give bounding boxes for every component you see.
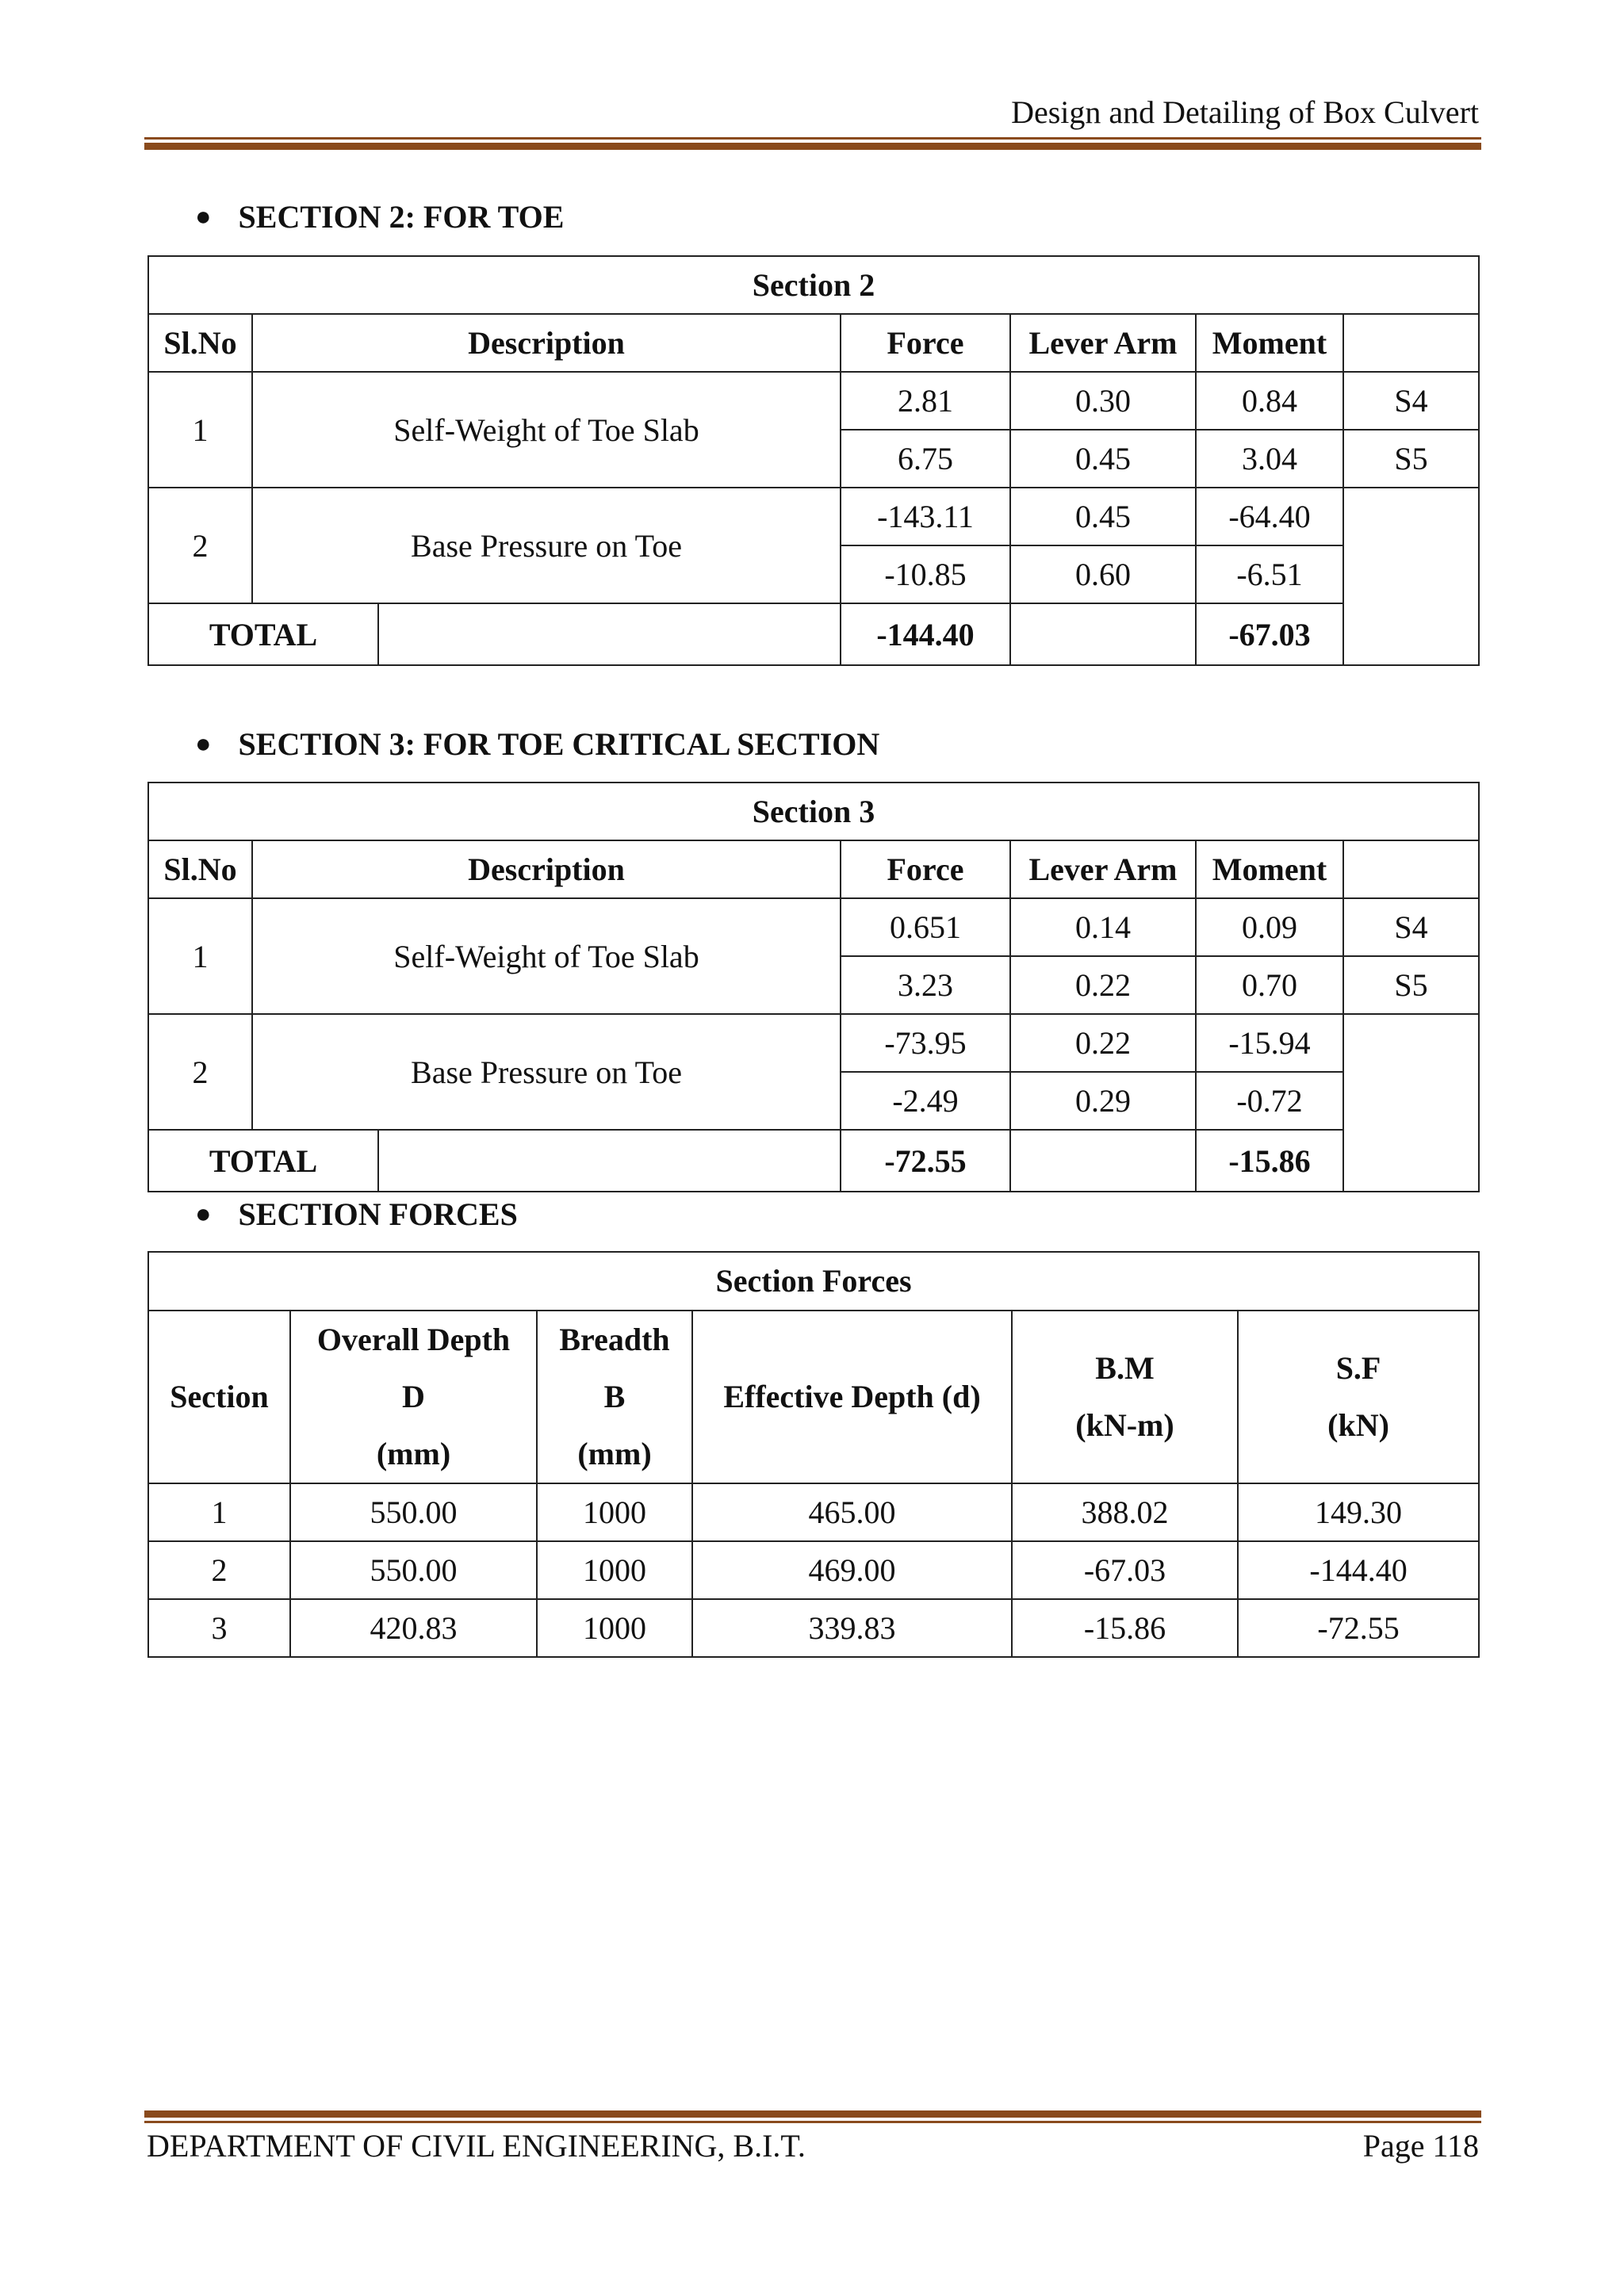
col-header: Description (252, 840, 841, 898)
col-header: Sl.No (148, 314, 252, 372)
cell-tag: S5 (1343, 956, 1479, 1014)
section2-heading-text: SECTION 2: FOR TOE (238, 199, 565, 235)
header-rule (144, 137, 1481, 150)
cell-sf: -144.40 (1238, 1541, 1479, 1599)
cell-section: 3 (148, 1599, 290, 1657)
total-moment: -15.86 (1196, 1130, 1343, 1192)
cell-blank (1343, 1014, 1479, 1192)
total-row (148, 1130, 1479, 1192)
cell-moment: -15.94 (1196, 1014, 1343, 1072)
col-header-line: (kN-m) (1075, 1407, 1174, 1443)
col-header-blank (1343, 314, 1479, 372)
cell-effective-depth: 465.00 (692, 1483, 1012, 1541)
cell-effective-depth: 339.83 (692, 1599, 1012, 1657)
section2-heading (197, 198, 564, 235)
cell-sf: -72.55 (1238, 1599, 1479, 1657)
cell-lever: 0.45 (1010, 430, 1196, 488)
col-header-bm (1012, 1311, 1238, 1483)
cell-slno: 1 (148, 372, 252, 488)
cell-moment: -6.51 (1196, 545, 1343, 603)
header-title: Design and Detailing of Box Culvert (1011, 94, 1479, 130)
col-header-sf (1238, 1311, 1479, 1483)
cell-bm: -67.03 (1012, 1541, 1238, 1599)
cell-depth: 550.00 (290, 1541, 537, 1599)
cell-lever: 0.29 (1010, 1072, 1196, 1130)
col-header: Lever Arm (1010, 314, 1196, 372)
cell-blank (378, 603, 841, 665)
table-title: Section Forces (148, 1252, 1479, 1311)
cell-lever: 0.22 (1010, 956, 1196, 1014)
section3-table (147, 782, 1480, 1192)
cell-breadth: 1000 (537, 1599, 692, 1657)
col-header-blank (1343, 840, 1479, 898)
cell-moment: -0.72 (1196, 1072, 1343, 1130)
cell-blank (1343, 488, 1479, 665)
col-header-line: D (402, 1379, 425, 1414)
cell-moment: 0.84 (1196, 372, 1343, 430)
bullet-icon: ● (195, 201, 212, 232)
col-header-line: (mm) (376, 1436, 451, 1471)
cell-force: -143.11 (841, 488, 1010, 545)
cell-force: -73.95 (841, 1014, 1010, 1072)
cell-depth: 420.83 (290, 1599, 537, 1657)
col-header-line: Breadth (559, 1322, 670, 1357)
cell-force: 6.75 (841, 430, 1010, 488)
col-header: Sl.No (148, 840, 252, 898)
col-header-line: B (603, 1379, 626, 1414)
table-header-row (148, 1311, 1479, 1483)
table-row (148, 898, 1479, 956)
cell-tag: S5 (1343, 430, 1479, 488)
table-row (148, 1014, 1479, 1072)
cell-effective-depth: 469.00 (692, 1541, 1012, 1599)
total-row (148, 603, 1479, 665)
cell-blank (1010, 1130, 1196, 1192)
cell-moment: 0.09 (1196, 898, 1343, 956)
cell-description: Self-Weight of Toe Slab (252, 898, 841, 1014)
cell-lever: 0.45 (1010, 488, 1196, 545)
cell-section: 1 (148, 1483, 290, 1541)
col-header-depth (290, 1311, 537, 1483)
cell-depth: 550.00 (290, 1483, 537, 1541)
cell-blank (1010, 603, 1196, 665)
table-title-row (148, 256, 1479, 314)
table-row (148, 1483, 1479, 1541)
bullet-icon: ● (195, 729, 212, 759)
section3-heading-text: SECTION 3: FOR TOE CRITICAL SECTION (238, 726, 880, 762)
cell-force: -10.85 (841, 545, 1010, 603)
footer-department: DEPARTMENT OF CIVIL ENGINEERING, B.I.T. (147, 2128, 806, 2164)
cell-breadth: 1000 (537, 1483, 692, 1541)
col-header-section: Section (148, 1311, 290, 1483)
col-header-breadth (537, 1311, 692, 1483)
cell-lever: 0.22 (1010, 1014, 1196, 1072)
cell-moment: 0.70 (1196, 956, 1343, 1014)
col-header-line: S.F (1335, 1350, 1381, 1386)
table-header-row (148, 314, 1479, 372)
footer-rule (144, 2110, 1481, 2123)
cell-moment: -64.40 (1196, 488, 1343, 545)
footer-page-number: Page 118 (1362, 2128, 1479, 2164)
table-row (148, 1541, 1479, 1599)
col-header-line: Overall Depth (316, 1322, 511, 1357)
cell-description: Self-Weight of Toe Slab (252, 372, 841, 488)
col-header-line: (mm) (577, 1436, 652, 1471)
table-title-row (148, 1252, 1479, 1311)
cell-lever: 0.30 (1010, 372, 1196, 430)
col-header: Force (841, 840, 1010, 898)
cell-slno: 2 (148, 1014, 252, 1130)
bullet-icon: ● (195, 1199, 212, 1229)
table-row (148, 488, 1479, 545)
col-header: Description (252, 314, 841, 372)
cell-slno: 2 (148, 488, 252, 603)
cell-force: 0.651 (841, 898, 1010, 956)
cell-force: -2.49 (841, 1072, 1010, 1130)
col-header: Lever Arm (1010, 840, 1196, 898)
forces-heading (197, 1196, 518, 1233)
cell-tag: S4 (1343, 898, 1479, 956)
cell-bm: 388.02 (1012, 1483, 1238, 1541)
cell-lever: 0.14 (1010, 898, 1196, 956)
section3-heading (197, 725, 879, 763)
total-moment: -67.03 (1196, 603, 1343, 665)
total-label: TOTAL (148, 603, 378, 665)
table-title: Section 3 (148, 783, 1479, 840)
cell-lever: 0.60 (1010, 545, 1196, 603)
table-row (148, 372, 1479, 430)
col-header-line: B.M (1095, 1350, 1155, 1386)
cell-force: 3.23 (841, 956, 1010, 1014)
total-label: TOTAL (148, 1130, 378, 1192)
total-force: -72.55 (841, 1130, 1010, 1192)
col-header: Moment (1196, 840, 1343, 898)
cell-tag: S4 (1343, 372, 1479, 430)
col-header-line: (kN) (1327, 1407, 1389, 1443)
cell-breadth: 1000 (537, 1541, 692, 1599)
table-row (148, 1599, 1479, 1657)
col-header: Force (841, 314, 1010, 372)
total-force: -144.40 (841, 603, 1010, 665)
cell-sf: 149.30 (1238, 1483, 1479, 1541)
col-header: Moment (1196, 314, 1343, 372)
cell-moment: 3.04 (1196, 430, 1343, 488)
cell-description: Base Pressure on Toe (252, 1014, 841, 1130)
cell-slno: 1 (148, 898, 252, 1014)
cell-section: 2 (148, 1541, 290, 1599)
section2-table (147, 255, 1480, 666)
col-header-effective-depth: Effective Depth (d) (692, 1311, 1012, 1483)
table-title: Section 2 (148, 256, 1479, 314)
table-header-row (148, 840, 1479, 898)
table-title-row (148, 783, 1479, 840)
cell-blank (378, 1130, 841, 1192)
forces-table (147, 1251, 1480, 1658)
cell-description: Base Pressure on Toe (252, 488, 841, 603)
forces-heading-text: SECTION FORCES (238, 1196, 518, 1232)
cell-force: 2.81 (841, 372, 1010, 430)
cell-bm: -15.86 (1012, 1599, 1238, 1657)
